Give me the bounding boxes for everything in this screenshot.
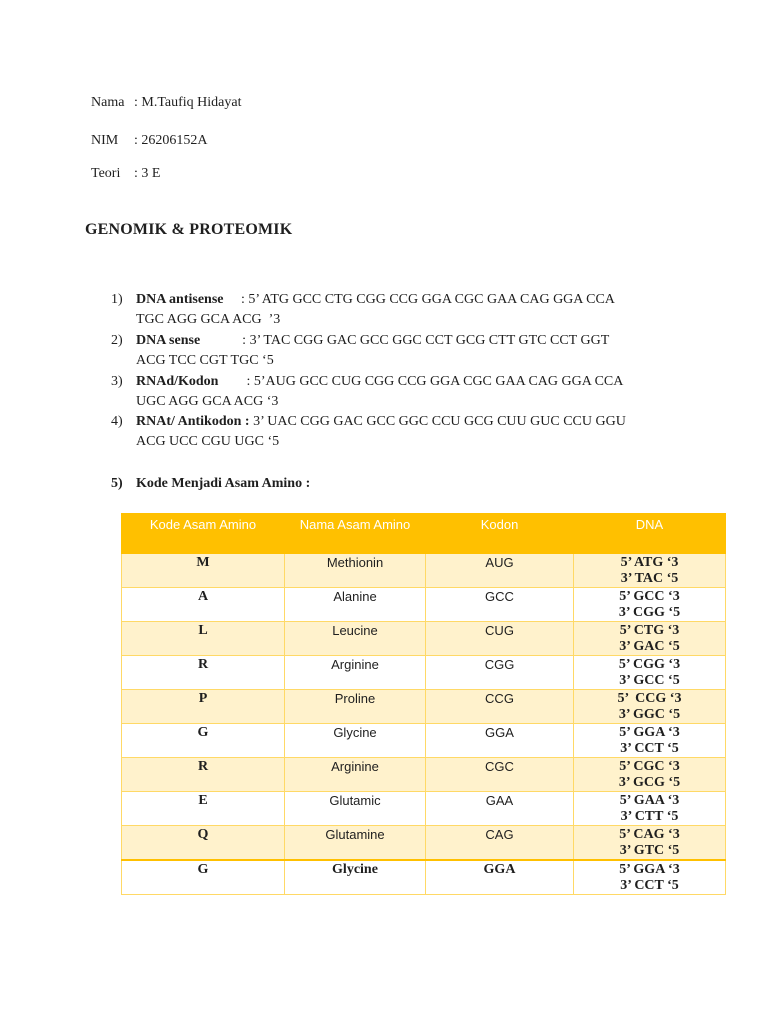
dna-strand-3: 3’ CCT ‘5 — [620, 878, 679, 893]
table-row — [122, 724, 726, 758]
cell-dna — [574, 554, 726, 588]
cell-dna — [574, 792, 726, 826]
table-row — [122, 622, 726, 656]
dna-strand-3: 3’ CTT ‘5 — [620, 809, 679, 824]
nim-label: NIM — [91, 133, 119, 148]
cell-kodon: CGG — [426, 656, 574, 690]
dna-strand-5: 5’ CTG ‘3 — [619, 623, 680, 638]
cell-code: R — [122, 656, 285, 690]
item-separator: : — [218, 374, 254, 389]
item-text — [136, 372, 681, 412]
cell-name: Glutamic — [285, 792, 426, 826]
item-sequence-line2: TGC AGG GCA ACG ’3 — [136, 312, 281, 327]
nim-value: : 26206152A — [134, 133, 208, 148]
item-number: 3) — [111, 374, 123, 389]
dna-strand-3: 3’ CGG ‘5 — [618, 605, 681, 620]
dna-strand-3: 3’ GTC ‘5 — [619, 843, 680, 858]
cell-kodon: GGA — [426, 724, 574, 758]
cell-code: G — [122, 860, 285, 895]
item-separator: : — [200, 333, 250, 348]
dna-strand-3: 3’ GAC ‘5 — [619, 639, 680, 654]
header-dna: DNA — [574, 514, 726, 554]
item-sequence-line1: 3’ TAC CGG GAC GCC GGC CCT GCG CTT GTC CCT GGT — [249, 333, 610, 348]
dna-strand-5: 5’ CGC ‘3 — [619, 759, 680, 774]
teori-value: : 3 E — [134, 166, 161, 181]
header-kodon: Kodon — [426, 514, 574, 554]
cell-code: P — [122, 690, 285, 724]
dna-strand-5: 5’ CGG ‘3 — [618, 657, 681, 672]
cell-code: E — [122, 792, 285, 826]
item-sequence-line2: UGC AGG GCA ACG ‘3 — [136, 394, 279, 409]
cell-code: A — [122, 588, 285, 622]
item-sequence-line1: 5’ ATG GCC CTG CGG CCG GGA CGC GAA CAG GGA CCA — [248, 292, 615, 307]
page-title: GENOMIK & PROTEOMIK — [85, 221, 293, 238]
item-text — [136, 412, 681, 452]
item-label: RNAd/Kodon — [136, 374, 219, 389]
dna-strand-3: 3’ GCC ‘5 — [619, 673, 680, 688]
table-row — [122, 554, 726, 588]
cell-kodon: CCG — [426, 690, 574, 724]
table-row — [122, 792, 726, 826]
cell-dna — [574, 588, 726, 622]
item-label: DNA sense — [136, 333, 201, 348]
cell-dna — [574, 724, 726, 758]
cell-name: Glutamine — [285, 826, 426, 861]
cell-name: Arginine — [285, 758, 426, 792]
cell-name: Methionin — [285, 554, 426, 588]
item-label: RNAt/ Antikodon : — [136, 414, 250, 429]
dna-strand-5: 5’ CAG ‘3 — [619, 827, 680, 842]
cell-kodon: AUG — [426, 554, 574, 588]
cell-code: Q — [122, 826, 285, 861]
teori-label: Teori — [91, 166, 121, 181]
item-label: DNA antisense — [136, 292, 224, 307]
table-row — [122, 588, 726, 622]
cell-name: Arginine — [285, 656, 426, 690]
cell-dna — [574, 656, 726, 690]
item-number: 5) — [111, 476, 123, 491]
header-nama-asam-amino: Nama Asam Amino — [285, 514, 426, 554]
cell-kodon: CAG — [426, 826, 574, 861]
dna-strand-5: 5’ ATG ‘3 — [620, 555, 679, 570]
nama-value: : M.Taufiq Hidayat — [134, 95, 242, 110]
item-text — [136, 290, 681, 330]
dna-strand-3: 3’ GCG ‘5 — [618, 775, 681, 790]
cell-name: Glycine — [285, 860, 426, 895]
item-sequence-line2: ACG UCC CGU UGC ‘5 — [136, 434, 280, 449]
table-header-row — [122, 514, 726, 554]
cell-kodon: GGA — [426, 860, 574, 895]
nama-label: Nama — [91, 95, 125, 110]
cell-kodon: CUG — [426, 622, 574, 656]
cell-code: M — [122, 554, 285, 588]
table-row — [122, 690, 726, 724]
table-row — [122, 826, 726, 861]
cell-dna — [574, 690, 726, 724]
dna-strand-3: 3’ TAC ‘5 — [620, 571, 679, 586]
item-sequence-line1: 3’ UAC CGG GAC GCC GGC CCU GCG CUU GUC CCU GGU — [253, 414, 626, 429]
cell-code: L — [122, 622, 285, 656]
amino-acid-table — [121, 513, 726, 895]
cell-kodon: GCC — [426, 588, 574, 622]
cell-name: Glycine — [285, 724, 426, 758]
item-number: 1) — [111, 292, 123, 307]
dna-strand-5: 5’ GCC ‘3 — [619, 589, 680, 604]
header-kode-asam-amino: Kode Asam Amino — [122, 514, 285, 554]
cell-code: R — [122, 758, 285, 792]
item-separator: : — [223, 292, 249, 307]
cell-dna — [574, 758, 726, 792]
dna-strand-3: 3’ GGC ‘5 — [618, 707, 681, 722]
cell-kodon: CGC — [426, 758, 574, 792]
cell-name: Leucine — [285, 622, 426, 656]
item-text — [136, 331, 681, 371]
cell-dna — [574, 622, 726, 656]
cell-kodon: GAA — [426, 792, 574, 826]
dna-strand-5: 5’ GGA ‘3 — [619, 725, 680, 740]
item-sequence-line2: ACG TCC CGT TGC ‘5 — [136, 353, 274, 368]
item-sequence-line1: 5’AUG GCC CUG CGG CCG GGA CGC GAA CAG GGA CCA — [253, 374, 624, 389]
cell-dna — [574, 826, 726, 861]
cell-dna — [574, 860, 726, 895]
cell-name: Alanine — [285, 588, 426, 622]
dna-strand-3: 3’ CCT ‘5 — [620, 741, 679, 756]
cell-code: G — [122, 724, 285, 758]
dna-strand-5: 5’ CCG ‘3 — [617, 691, 682, 706]
item-number: 2) — [111, 333, 123, 348]
item-number: 4) — [111, 414, 123, 429]
item-label: Kode Menjadi Asam Amino : — [136, 476, 311, 491]
dna-strand-5: 5’ GGA ‘3 — [619, 862, 680, 877]
table-row — [122, 656, 726, 690]
cell-name: Proline — [285, 690, 426, 724]
dna-strand-5: 5’ GAA ‘3 — [619, 793, 680, 808]
table-row — [122, 758, 726, 792]
table-row — [122, 860, 726, 895]
